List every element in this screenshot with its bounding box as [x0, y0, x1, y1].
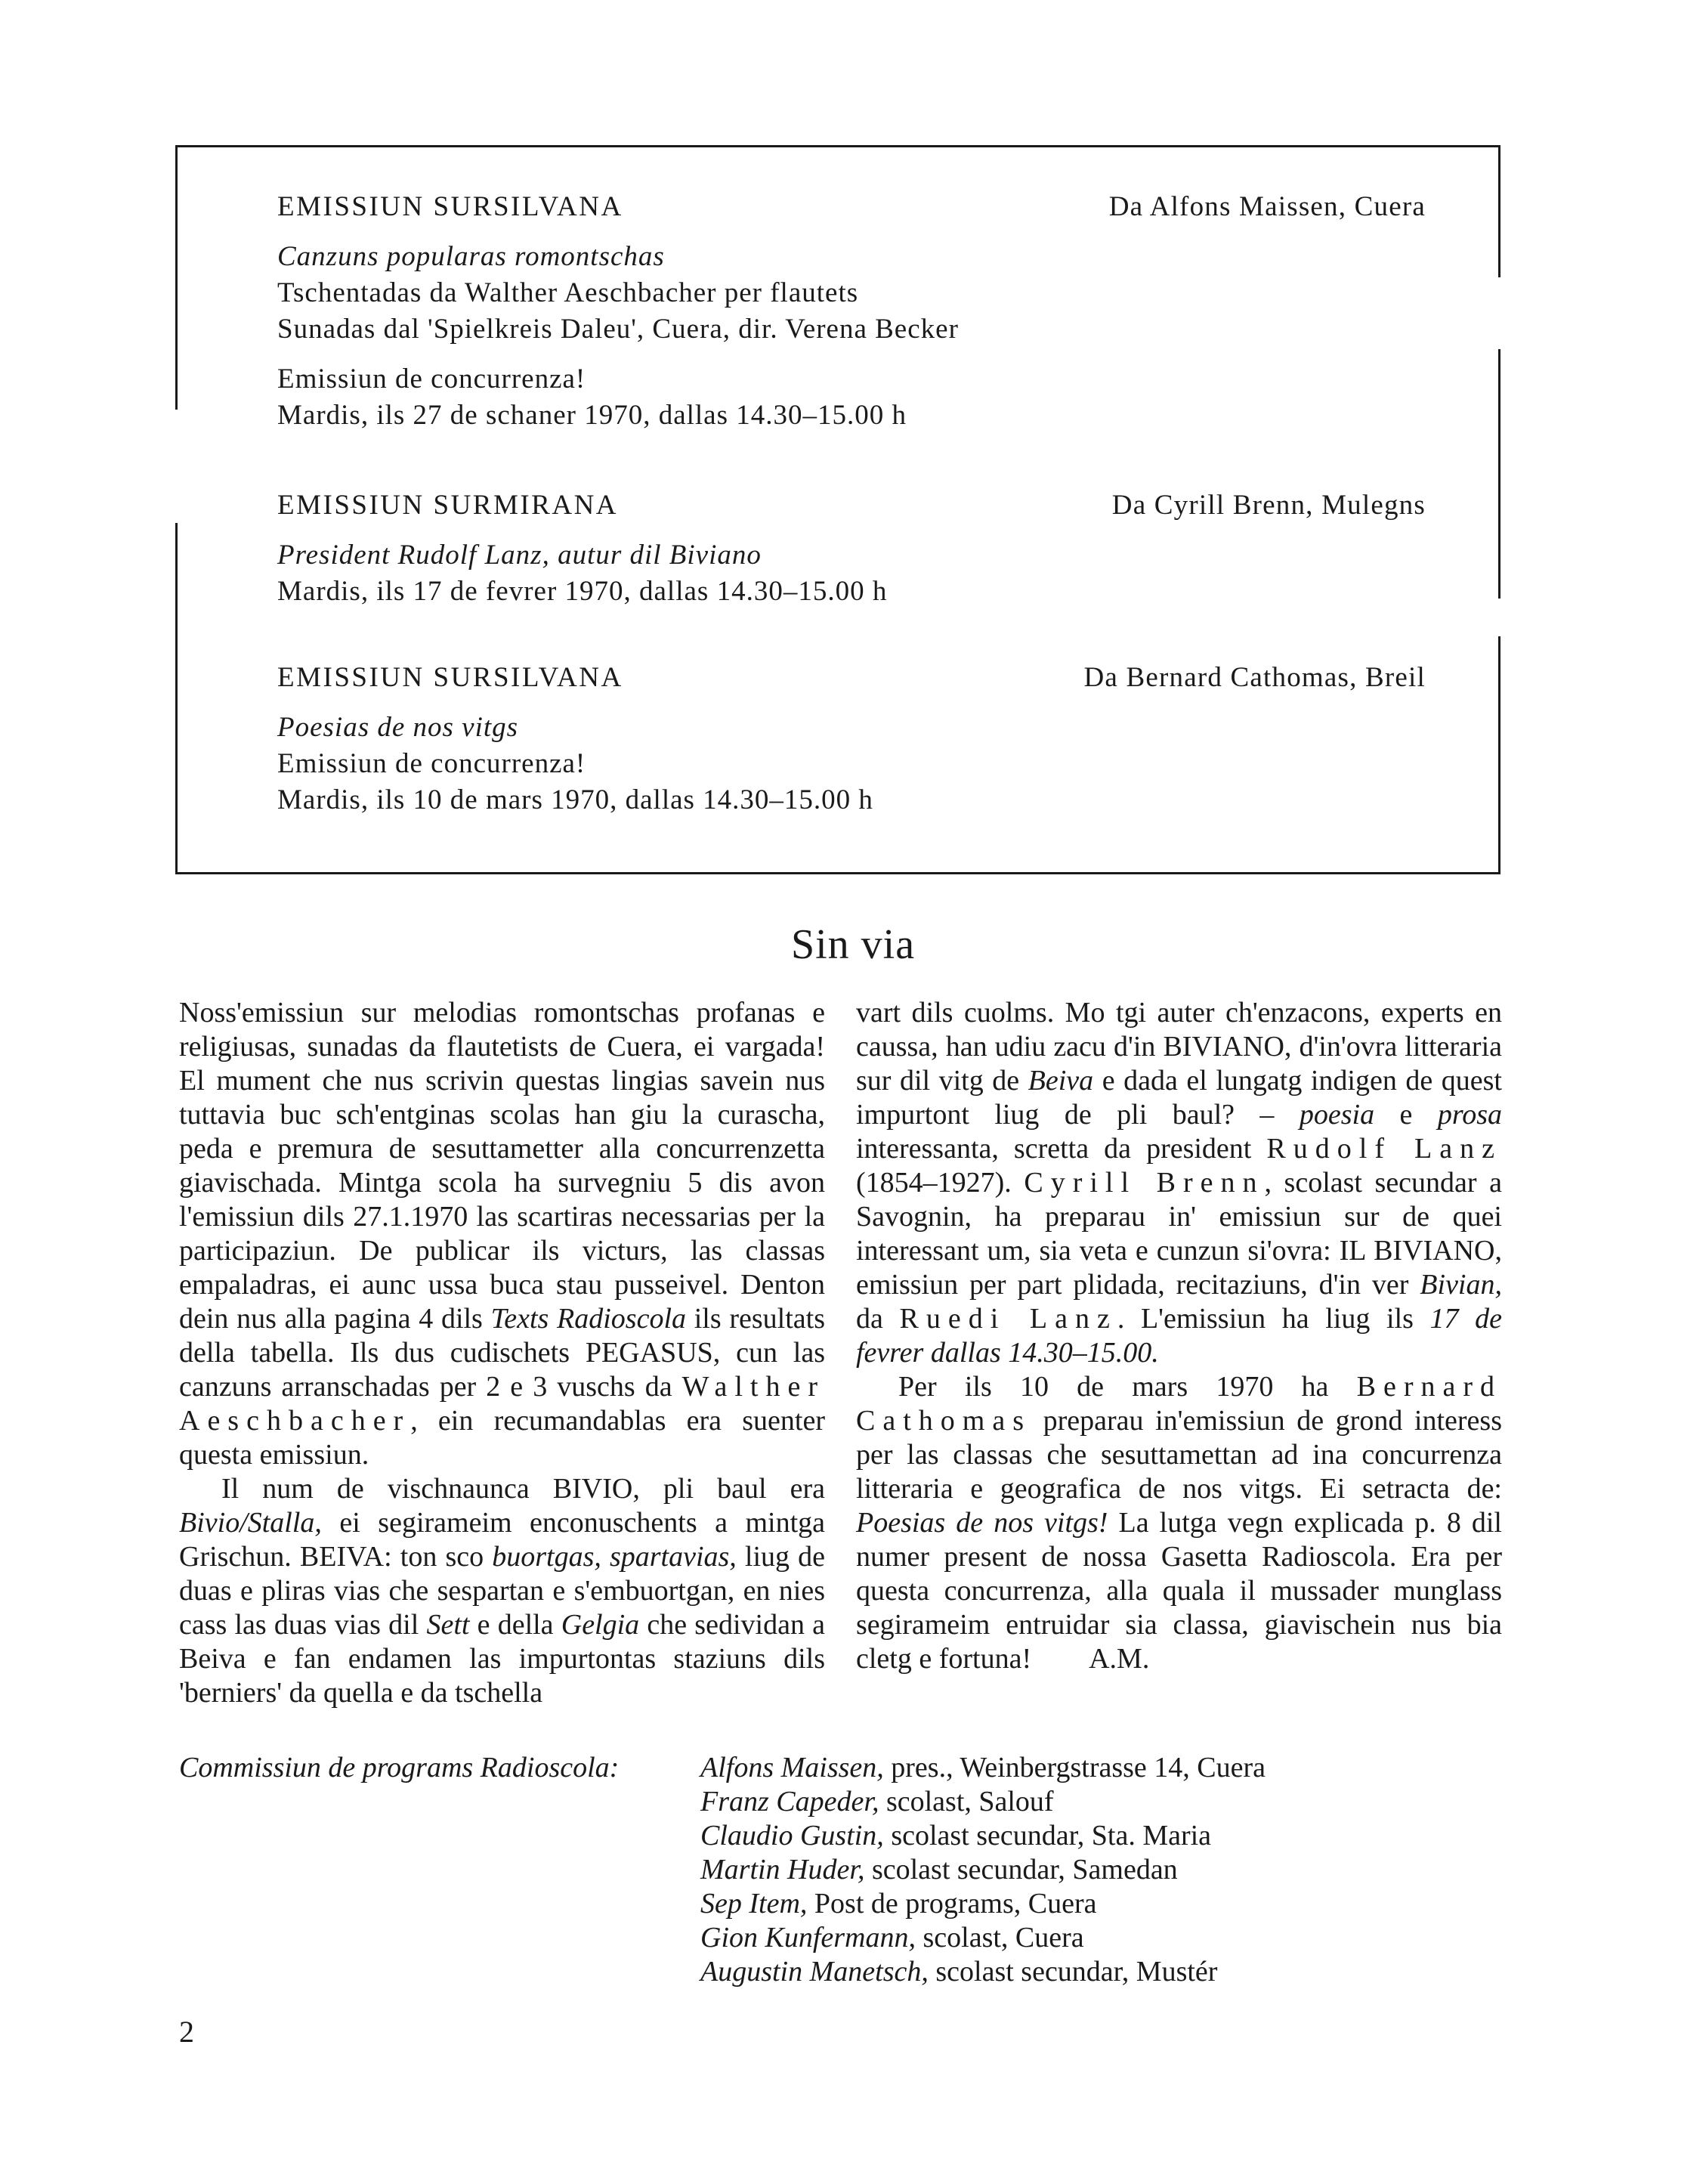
article-paragraph [179, 996, 825, 1472]
member-info: scolast, Salouf [879, 1786, 1054, 1817]
member-info: scolast secundar, Sta. Maria [883, 1820, 1212, 1851]
program-line: Tschentadas da Walther Aeschbacher per flautets [277, 277, 859, 308]
text-run: Per ils 10 de mars 1970 ha [898, 1371, 1357, 1403]
box-left-rule-1 [175, 145, 178, 410]
text-run: che sedividan a Beiva e fan endamen las impurtontas staziuns dils 'berniers' da quella e da tschella [179, 1609, 825, 1709]
member-info: pres., Weinbergstrasse 14, Cuera [883, 1752, 1266, 1783]
italic-run: poesia [1299, 1099, 1375, 1131]
program-author: Da Cyrill Brenn, Mulegns [1111, 490, 1426, 521]
italic-run: buortgas, spartavias, [492, 1541, 737, 1573]
commission-member [700, 1751, 1266, 1785]
signature: A.M. [1089, 1643, 1150, 1675]
page-number: 2 [179, 2015, 194, 2049]
member-name: Gion Kunfermann, [700, 1922, 916, 1954]
box-right-rule-1 [1498, 145, 1500, 277]
program-author: Da Bernard Cathomas, Breil [1083, 662, 1426, 693]
text-run: liug de duas e pliras vias che sespartan e s'embuortgan, en nies cass las duas vias dil [179, 1541, 826, 1641]
text-run: Noss'emissiun sur melodias romontschas profanas e religiusas, sunadas da flautetists de Cuera, ei vargada! El mument che nus scrivin questas lingias savein nus tuttavia buc sch'entginas scolas han giu la curascha, peda e premura de sesuttametter alla concurrenzetta giavischada. Mintga scola ha survegniu 5 dis avon l'emissiun dils 27.1.1970 las scartiras necessarias per la participaziun. De publicar ils victurs, las classas empaladras, ei aunc ussa buca stau pusseivel. Denton dein nus alla pagina 4 dils [179, 997, 825, 1335]
text-run: ei segirameim enconuschents a mintga Grischun. BEIVA: ton sco [179, 1507, 825, 1573]
member-info: Post de programs, Cuera [807, 1888, 1097, 1920]
spaced-name: Bernard Cathomas [856, 1371, 1502, 1437]
commission-member [700, 1887, 1266, 1921]
box-top-rule [175, 145, 1500, 147]
article-column-left [179, 996, 825, 1710]
italic-run: Gelgia [561, 1609, 640, 1641]
program-heading: EMISSIUN SURSILVANA [277, 662, 623, 693]
text-run: , ein recumandablas era suenter questa emissiun. [179, 1405, 825, 1471]
spaced-name: Ruedi Lanz [899, 1303, 1117, 1335]
box-bottom-rule [175, 872, 1500, 874]
program-subtitle: Poesias de nos vitgs [277, 712, 519, 743]
program-notice: Emissiun de concurrenza! [277, 363, 586, 394]
box-left-rule-2 [175, 523, 178, 874]
program-entry-1 [277, 189, 1426, 434]
program-box [175, 145, 1500, 874]
italic-run: prosa [1437, 1099, 1502, 1131]
program-subtitle: Canzuns popularas romontschas [277, 241, 665, 272]
text-run: La lutga vegn explicada p. 8 dil numer present de nossa Gasetta Radioscola. Era per questa concurrenza, alla quala il mussader munglass segirameim entruidar sia classa, giavischein nus bia cletg e fortuna! [856, 1507, 1502, 1675]
member-name: Franz Capeder, [700, 1786, 879, 1817]
program-heading: EMISSIUN SURSILVANA [277, 191, 623, 222]
article-paragraph [179, 1472, 825, 1710]
program-subtitle: President Rudolf Lanz, autur dil Biviano [277, 540, 762, 571]
program-date: Mardis, ils 10 de mars 1970, dallas 14.30–15.00 h [277, 784, 873, 815]
commission-member [700, 1955, 1266, 1989]
italic-run: Poesias de nos vitgs! [856, 1507, 1108, 1539]
text-run: e [1374, 1099, 1438, 1131]
text-run: Il num de vischnaunca BIVIO, pli baul era [221, 1473, 825, 1505]
text-run: vart dils cuolms. Mo tgi auter ch'enzacons, experts en caussa, han udiu zacu d'in BIVIANO, d'in'ovra litteraria sur dil vitg de [856, 997, 1502, 1097]
italic-run: Bivian, [1420, 1269, 1502, 1301]
text-run: e della [469, 1609, 561, 1641]
commission-label: Commissiun de programs Radioscola: [179, 1752, 620, 1783]
text-run: e dada el lungatg indigen de quest impurtont liug de pli baul? – [856, 1065, 1502, 1131]
member-name: Sep Item, [700, 1888, 808, 1920]
spaced-name: Rudolf Lanz [1266, 1133, 1502, 1165]
text-run: interessanta, scretta da president [856, 1133, 1267, 1165]
commission-member [700, 1921, 1266, 1955]
program-author: Da Alfons Maissen, Cuera [1108, 191, 1426, 222]
commission-members [700, 1751, 1266, 1989]
text-run: preparau in'emissiun de grond interess per las classas che sesuttamettan ad ina concurrenza litteraria e geografica de nos vitgs. Ei setracta de: [856, 1405, 1502, 1505]
box-right-rule-2 [1498, 349, 1500, 599]
article-title: Sin via [790, 921, 916, 968]
program-line: Sunadas dal 'Spielkreis Daleu', Cuera, dir. Verena Becker [277, 314, 959, 345]
text-run: (1854–1927). [856, 1167, 1025, 1199]
program-entry-2 [277, 487, 1426, 610]
program-heading: EMISSIUN SURMIRANA [277, 490, 619, 521]
text-run: ils resultats della tabella. Ils dus cudischets PEGASUS, cun las canzuns arranschadas per 2 e 3 vuschs da [179, 1303, 825, 1403]
program-date: Mardis, ils 17 de fevrer 1970, dallas 14.30–15.00 h [277, 576, 888, 607]
article-paragraph [856, 996, 1502, 1370]
text-run: da [856, 1303, 900, 1335]
spaced-name: Cyrill Brenn [1024, 1167, 1265, 1199]
box-right-rule-3 [1498, 636, 1500, 874]
program-entry-3 [277, 660, 1426, 818]
member-name: Augustin Manetsch, [700, 1956, 929, 1988]
member-info: scolast secundar, Samedan [864, 1854, 1178, 1885]
program-date: Mardis, ils 27 de schaner 1970, dallas 14.30–15.00 h [277, 400, 907, 431]
italic-run: Beiva [1028, 1065, 1094, 1097]
spaced-name: Walther Aeschbacher [179, 1371, 825, 1437]
italic-run: Bivio/Stalla, [179, 1507, 322, 1539]
text-run: , scolast secundar a Savognin, ha preparau in' emissiun sur de quei interessant um, sia veta e cunzun si'ovra: IL BIVIANO, emissiun per part plidada, recitaziuns, d'in ver [856, 1167, 1502, 1301]
article-paragraph [856, 1370, 1502, 1676]
member-info: scolast secundar, Mustér [928, 1956, 1218, 1988]
member-name: Martin Huder, [700, 1854, 865, 1885]
commission-member [700, 1785, 1266, 1819]
text-run: . L'emissiun ha liug ils [1117, 1303, 1430, 1335]
commission-member [700, 1819, 1266, 1853]
article-column-right [856, 996, 1502, 1676]
member-name: Claudio Gustin, [700, 1820, 884, 1851]
commission-member [700, 1853, 1266, 1887]
italic-run: Sett [426, 1609, 470, 1641]
member-info: scolast, Cuera [916, 1922, 1084, 1954]
program-notice: Emissiun de concurrenza! [277, 748, 586, 779]
member-name: Alfons Maissen, [700, 1752, 884, 1783]
italic-run: 17 de fevrer dallas 14.30–15.00. [856, 1303, 1503, 1369]
italic-run: Texts Radioscola [490, 1303, 687, 1335]
